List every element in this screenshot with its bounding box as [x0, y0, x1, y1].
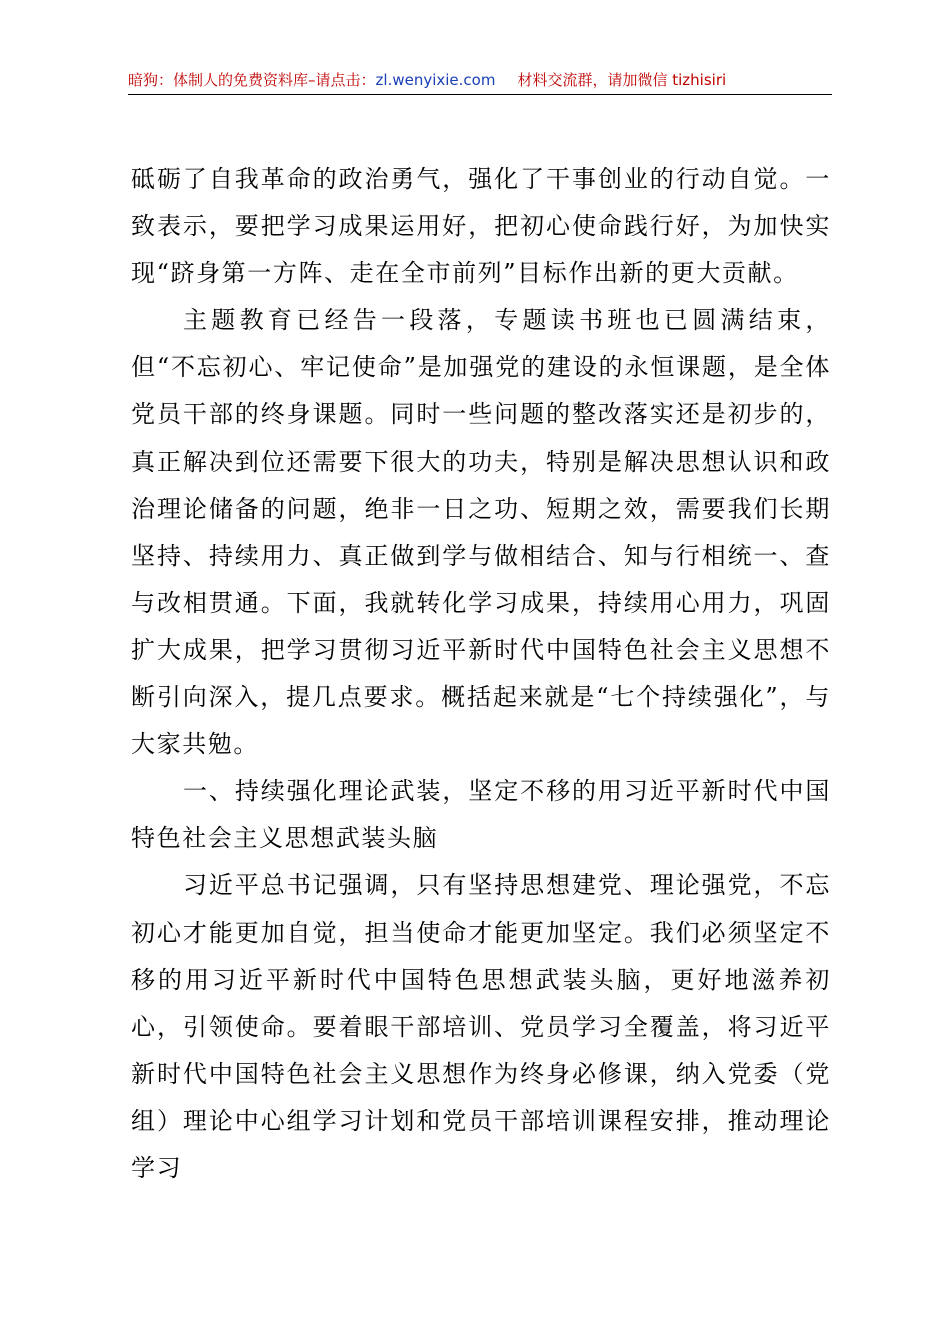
- document-body: [131, 156, 831, 1192]
- paragraph-section-1: 习近平总书记强调，只有坚持思想建党、理论强党，不忘初心才能更加自觉，担当使命才能更加坚定。我们必须坚定不移的用习近平新时代中国特色思想武装头脑，更好地滋养初心，引领使命。要着眼干部培训、党员学习全覆盖，将习近平新时代中国特色社会主义思想作为终身必修课，纳入党委（党组）理论中心组学习计划和党员干部培训课程安排，推动理论学习: [131, 871, 831, 1182]
- page-header: [128, 70, 830, 94]
- paragraph-intro: 主题教育已经告一段落，专题读书班也已圆满结束，但“不忘初心、牢记使命”是加强党的建设的永恒课题，是全体党员干部的终身课题。同时一些问题的整改落实还是初步的，真正解决到位还需要下很大的功夫，特别是解决思想认识和政治理论储备的问题，绝非一日之功、短期之效，需要我们长期坚持、持续用力、真正做到学与做相结合、知与行相统一、查与改相贯通。下面，我就转化学习成果，持续用心用力，巩固扩大成果，把学习贯彻习近平新时代中国特色社会主义思想不断引向深入，提几点要求。概括起来就是“七个持续强化”，与大家共勉。: [131, 306, 831, 759]
- site-url-link[interactable]: zl.wenyixie.com: [375, 71, 496, 89]
- section-heading-1: 一、持续强化理论武装，坚定不移的用习近平新时代中国特色社会主义思想武装头脑: [131, 777, 831, 853]
- site-name: 暗狗：体制人的免费资料库: [128, 71, 309, 89]
- header-divider: [128, 94, 832, 95]
- group-contact-text: 材料交流群，请加微信 tizhisiri: [517, 71, 727, 89]
- paragraph-continued: 砥砺了自我革命的政治勇气，强化了干事创业的行动自觉。一致表示，要把学习成果运用好，把初心使命践行好，为加快实现“跻身第一方阵、走在全市前列”目标作出新的更大贡献。: [131, 165, 831, 288]
- click-prompt: –请点击：: [308, 71, 376, 89]
